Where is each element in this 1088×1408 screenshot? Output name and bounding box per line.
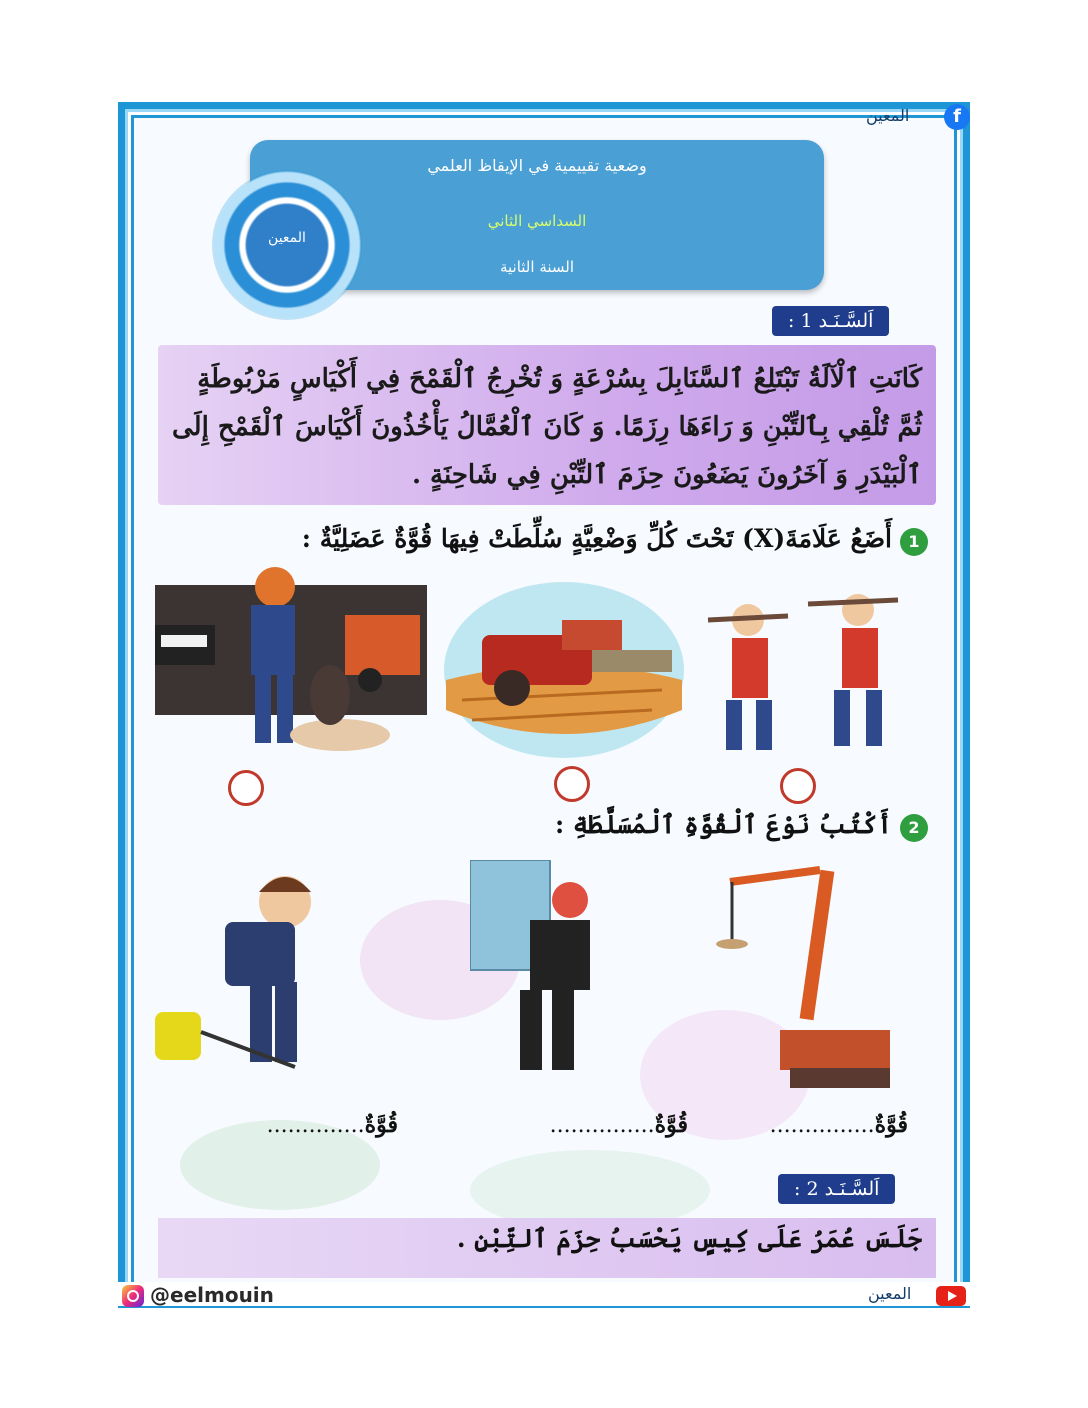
worksheet-title: وضعية تقييمية في الإيقاظ العلمي <box>427 156 647 175</box>
youtube-icon[interactable] <box>936 1286 966 1306</box>
sanad-1-text: كَانَتِ ٱلْآلَةُ تَبْتَلِعُ ٱلسَّنَابِلَ بِسُرْعَةٍ وَ تُخْرِجُ ٱلْقَمْحَ فِي أَكْيَاسٍ مَرْبُوطَةٍ ثُمَّ تُلْقِي بِٱلتِّبْنِ وَ رَاءَهَا رِزَمًا. وَ كَانَ ٱلْعُمَّالُ يَأْخُذُونَ أَكْيَاسَ ٱلْقَمْحِ إِلَى ٱلْبَيْدَرِ وَ آخَرُونَ يَضَعُونَ حِزَمَ ٱلتِّبْنِ فِي شَاحِنَةٍ . <box>172 364 922 490</box>
man-vacuuming-picture <box>155 862 315 1080</box>
force-answer-1[interactable] <box>770 1112 908 1138</box>
answer-blank[interactable]: .............. <box>266 1113 365 1138</box>
force-answer-3[interactable] <box>267 1112 398 1138</box>
crane-truck-picture <box>710 860 910 1100</box>
sanad-1-tag: اَلسَّـنَـد 1 : <box>772 306 889 336</box>
force-answer-2[interactable] <box>550 1112 688 1138</box>
sanad-1-textbox <box>158 345 936 505</box>
logo-text: المعين <box>268 230 306 246</box>
brand-name-top: المعين <box>866 106 910 125</box>
worker-lifting-sacks-picture <box>155 565 427 765</box>
sanad-2-textbox <box>158 1218 936 1278</box>
social-handle[interactable]: @eelmouin <box>150 1283 274 1307</box>
question-number-badge: 1 <box>900 528 928 556</box>
answer-circle[interactable] <box>228 770 264 806</box>
facebook-icon[interactable]: f <box>944 104 970 130</box>
question-2-text: أَكْتُبُ نَوْعَ ٱلْقُوَّةِ ٱلْمُسَلَّطَةِ : <box>554 810 892 839</box>
answer-circle[interactable] <box>554 766 590 802</box>
semester-label: السداسي الثاني <box>487 212 587 230</box>
brand-logo <box>212 170 362 320</box>
answer-blank[interactable]: ............... <box>549 1113 655 1138</box>
man-carrying-box-picture <box>470 860 600 1080</box>
question-2 <box>555 810 928 842</box>
instagram-icon[interactable] <box>122 1285 144 1307</box>
workers-carrying-bundles-picture <box>698 560 926 760</box>
question-number-badge: 2 <box>900 814 928 842</box>
question-1 <box>302 524 928 556</box>
question-1-text: أَضَعُ عَلَامَةَ(X) تَحْتَ كُلِّ وَضْعِيَّةٍ سُلِّطَتْ فِيهَا قُوَّةٌ عَضَلِيَّةٌ : <box>301 524 892 553</box>
sanad-2-tag: اَلسَّـنَـد 2 : <box>778 1174 895 1204</box>
force-word: قُوَّةٌ <box>654 1112 688 1138</box>
combine-harvester-picture <box>442 580 686 760</box>
force-word: قُوَّةٌ <box>364 1112 398 1138</box>
sanad-2-text: جَلَسَ عُمَرُ عَلَى كِيسٍ يَحْسَبُ حِزَمَ ٱلتِّبْنِ . <box>456 1224 922 1253</box>
answer-circle[interactable] <box>780 768 816 804</box>
force-word: قُوَّةٌ <box>874 1112 908 1138</box>
school-year-label: السنة الثانية <box>499 258 575 276</box>
brand-name-bottom: المعين <box>868 1284 912 1303</box>
answer-blank[interactable]: ............... <box>769 1113 875 1138</box>
